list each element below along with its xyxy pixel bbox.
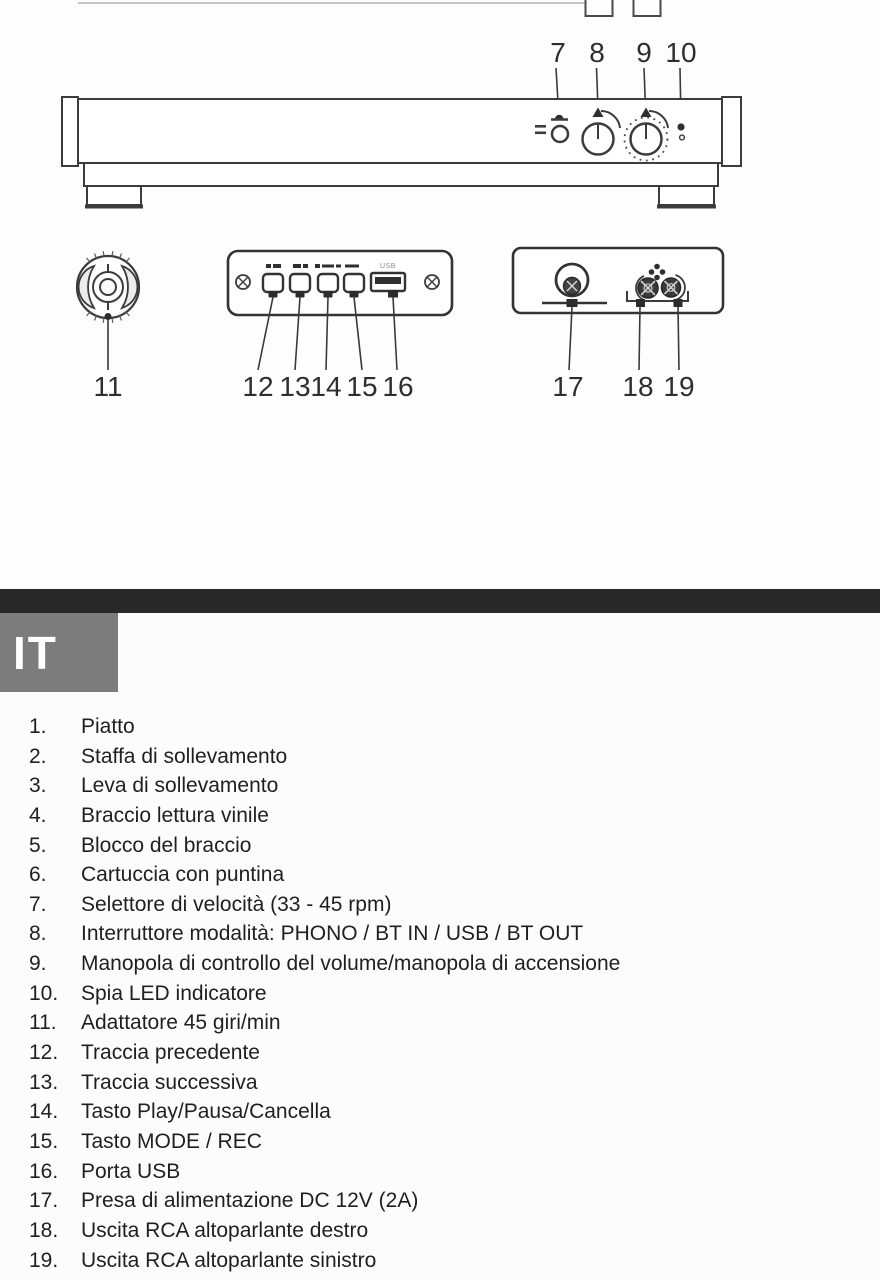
callout-11: 11	[93, 371, 123, 402]
callout-9: 9	[636, 37, 652, 68]
callout-10: 10	[665, 37, 697, 68]
parts-list-item-label: Leva di sollevamento	[81, 774, 279, 798]
parts-list-item-number: 17.	[29, 1189, 59, 1213]
parts-list-item-number: 10.	[29, 981, 59, 1005]
cropped-figure-remnant	[78, 0, 661, 16]
parts-list-item-number: 12.	[29, 1041, 59, 1065]
parts-list-item-label: Piatto	[81, 715, 135, 738]
parts-list-item-number: 9.	[29, 952, 47, 976]
parts-list-item	[0, 742, 880, 772]
parts-list-item-label: Tasto Play/Pausa/Cancella	[81, 1100, 331, 1124]
parts-list-item-number: 13.	[29, 1070, 59, 1094]
parts-list-item-label: Interruttore modalità: PHONO / BT IN / USB / BT OUT	[81, 922, 584, 946]
callout-12: 12	[242, 371, 274, 402]
parts-list-item	[0, 771, 880, 801]
callout-19: 19	[663, 371, 695, 402]
callout-18: 18	[622, 371, 654, 402]
callout-14: 14	[310, 371, 342, 402]
parts-list-item	[0, 1097, 880, 1127]
parts-list-item-number: 8.	[29, 922, 47, 946]
parts-list-item-label: Manopola di controllo del volume/manopola di accensione	[81, 952, 621, 976]
parts-list-item-number: 3.	[29, 774, 47, 798]
parts-list-item-number: 6.	[29, 863, 47, 887]
parts-list-item	[0, 1068, 880, 1098]
rca-jack-right-channel	[638, 278, 658, 298]
section-divider-bar	[0, 589, 880, 613]
usb-port-label: USB	[380, 263, 396, 270]
parts-list-item-label: Selettore di velocità (33 - 45 rpm)	[81, 892, 392, 916]
turntable-diagrams	[0, 0, 880, 588]
parts-list-item-number: 5.	[29, 833, 47, 857]
parts-list-item	[0, 1038, 880, 1068]
parts-list-item	[0, 801, 880, 831]
callout-8: 8	[589, 37, 605, 68]
parts-list-item	[0, 890, 880, 920]
parts-list-item-number: 14.	[29, 1100, 59, 1124]
parts-list-item-number: 7.	[29, 892, 47, 916]
parts-list	[0, 712, 880, 1275]
callout-17: 17	[552, 371, 584, 402]
parts-list-item-number: 11.	[29, 1011, 57, 1035]
parts-list-item-label: Porta USB	[81, 1159, 181, 1183]
parts-list-item-label: Adattatore 45 giri/min	[81, 1011, 281, 1035]
parts-list-item	[0, 979, 880, 1009]
parts-list-item-label: Tasto MODE / REC	[81, 1129, 262, 1153]
parts-list-item-label: Staffa di sollevamento	[81, 744, 288, 768]
parts-list-item	[0, 712, 880, 742]
parts-list-item-number: 1.	[29, 715, 47, 738]
parts-list-item-label: Traccia precedente	[81, 1041, 260, 1065]
parts-list-item	[0, 1246, 880, 1276]
parts-list-item-number: 18.	[29, 1218, 59, 1242]
rear-panel-drawing	[513, 248, 723, 313]
callout-15: 15	[346, 371, 378, 402]
parts-list-item-label: Spia LED indicatore	[81, 981, 267, 1005]
parts-list-item	[0, 1127, 880, 1157]
parts-list-item-number: 16.	[29, 1159, 59, 1183]
parts-list-item	[0, 1186, 880, 1216]
parts-list-item	[0, 1216, 880, 1246]
parts-list-item-number: 2.	[29, 744, 47, 768]
parts-list-item-label: Braccio lettura vinile	[81, 803, 269, 827]
screw-left	[236, 275, 250, 289]
parts-list-item-number: 19.	[29, 1248, 59, 1272]
parts-list-item-label: Blocco del braccio	[81, 833, 252, 857]
rca-jack-left-channel	[662, 278, 681, 297]
45-rpm-adapter-drawing	[77, 251, 139, 323]
parts-list-item-label: Uscita RCA altoparlante destro	[81, 1218, 369, 1242]
parts-list-item-number: 15.	[29, 1129, 59, 1153]
callout-7: 7	[550, 37, 566, 68]
language-tab-label: IT	[13, 626, 58, 679]
screw-right	[425, 275, 439, 289]
leader-lines-rear	[569, 307, 679, 370]
callout-13: 13	[279, 371, 311, 402]
parts-list-item-label: Presa di alimentazione DC 12V (2A)	[81, 1189, 419, 1213]
parts-list-item	[0, 1157, 880, 1187]
callout-16: 16	[382, 371, 414, 402]
parts-list-item	[0, 860, 880, 890]
parts-list-item-number: 4.	[29, 803, 47, 827]
parts-list-item	[0, 1008, 880, 1038]
parts-list-item	[0, 949, 880, 979]
parts-list-item-label: Cartuccia con puntina	[81, 863, 285, 887]
parts-list-item-label: Uscita RCA altoparlante sinistro	[81, 1248, 377, 1272]
parts-list-item	[0, 919, 880, 949]
language-tab-it	[0, 613, 118, 692]
control-panel-drawing	[228, 251, 452, 315]
parts-list-item	[0, 831, 880, 861]
parts-list-item-label: Traccia successiva	[81, 1070, 258, 1094]
